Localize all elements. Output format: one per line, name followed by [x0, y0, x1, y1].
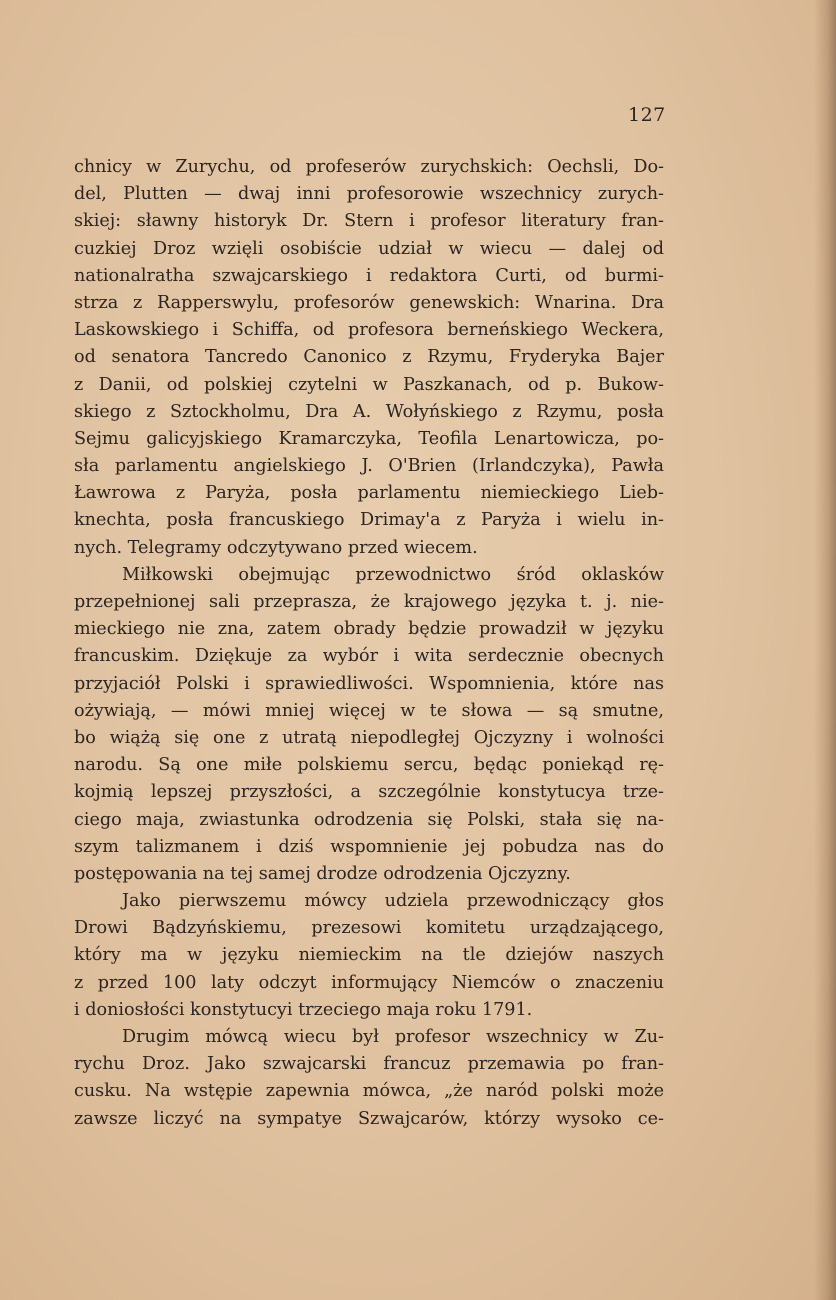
text-line: knechta, posła francuskiego Drimay'a z Paryża i wielu in- — [74, 510, 664, 531]
text-line: postępowania na tej samej drodze odrodzenia Ojczyzny. — [74, 863, 571, 884]
text-line: z przed 100 laty odczyt informujący Niemców o znaczeniu — [74, 972, 664, 993]
text-line: kojmią lepszej przyszłości, a szczególnie konstytucya trze- — [74, 782, 664, 803]
page-number: 127 — [628, 104, 666, 126]
text-line: Sejmu galicyjskiego Kramarczyka, Teofila Lenartowicza, po- — [74, 428, 664, 449]
page-edge — [814, 0, 836, 1300]
text-line: strza z Rapperswylu, profesorów genewskich: Wnarina. Dra — [74, 292, 664, 313]
text-line: od senatora Tancredo Canonico z Rzymu, Fryderyka Bajer — [74, 347, 664, 368]
text-line: Ławrowa z Paryża, posła parlamentu niemieckiego Lieb- — [74, 483, 664, 504]
text-line: mieckiego nie zna, zatem obrady będzie prowadził w języku — [74, 619, 664, 640]
text-line: nych. Telegramy odczytywano przed wiecem. — [74, 537, 478, 558]
text-line: przyjaciół Polski i sprawiedliwości. Wspomnienia, które nas — [74, 673, 664, 694]
text-line: Drugim mówcą wiecu był profesor wszechnicy w Zu- — [122, 1027, 664, 1047]
body-text — [74, 154, 664, 1133]
text-line: który ma w języku niemieckim na tle dziejów naszych — [74, 945, 664, 966]
text-line: nationalratha szwajcarskiego i redaktora Curti, od burmi- — [74, 265, 664, 286]
text-line: francuskim. Dziękuje za wybór i wita serdecznie obecnych — [74, 646, 664, 667]
text-line: skiej: sławny historyk Dr. Stern i profesor literatury fran- — [74, 211, 664, 232]
text-line: ożywiają, — mówi mniej więcej w te słowa — są smutne, — [74, 700, 664, 721]
text-line: zawsze liczyć na sympatye Szwajcarów, którzy wysoko ce- — [74, 1108, 664, 1129]
text-line: Drowi Bądzyńskiemu, prezesowi komitetu urządzającego, — [74, 918, 664, 939]
text-line: rychu Droz. Jako szwajcarski francuz przemawia po fran- — [74, 1054, 664, 1075]
text-line: Laskowskiego i Schiffa, od profesora berneńskiego Weckera, — [74, 320, 664, 341]
text-line: cusku. Na wstępie zapewnia mówca, „że naród polski może — [74, 1081, 664, 1102]
text-line: i doniosłości konstytucyi trzeciego maja roku 1791. — [74, 999, 533, 1020]
text-line: del, Plutten — dwaj inni profesorowie wszechnicy zurych- — [74, 184, 664, 205]
text-line: cuzkiej Droz wzięli osobiście udział w wiecu — dalej od — [74, 238, 664, 259]
text-line: z Danii, od polskiej czytelni w Paszkanach, od p. Bukow- — [74, 374, 664, 395]
text-line: narodu. Są one miłe polskiemu sercu, będąc poniekąd rę- — [74, 755, 664, 776]
text-line: przepełnionej sali przeprasza, że krajowego języka t. j. nie- — [74, 592, 664, 612]
text-line: szym talizmanem i dziś wspomnienie jej pobudza nas do — [74, 836, 664, 857]
text-line: Jako pierwszemu mówcy udziela przewodniczący głos — [122, 891, 664, 912]
text-line: skiego z Sztockholmu, Dra A. Wołyńskiego z Rzymu, posła — [74, 401, 664, 422]
text-line: bo wiążą się one z utratą niepodległej Ojczyzny i wolności — [74, 727, 664, 748]
text-line: sła parlamentu angielskiego J. O'Brien (Irlandczyka), Pawła — [74, 456, 664, 477]
text-line: ciego maja, zwiastunka odrodzenia się Polski, stała się na- — [74, 809, 664, 830]
text-line: Miłkowski obejmując przewodnictwo śród oklasków — [122, 564, 664, 585]
text-line: chnicy w Zurychu, od profeserów zurychskich: Oechsli, Do- — [74, 157, 664, 177]
